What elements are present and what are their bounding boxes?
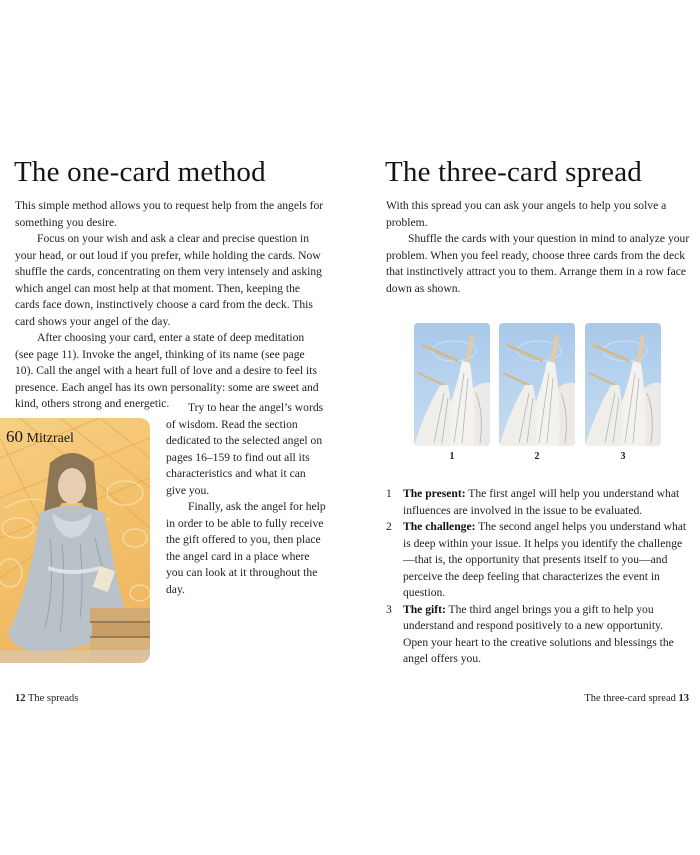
trumpet-angels-illustration <box>499 323 575 446</box>
intro-paragraph: This simple method allows you to request help from the angels for something you desire. <box>15 199 324 229</box>
item-text: The second angel helps you understand what is deep within your issue. It helps you identify the challenge—that is, the opportunity that presents itself to you—and perceive the deep feeling that characterizes the event in question. <box>403 520 687 599</box>
running-head: The three-card spread <box>584 693 676 704</box>
item-number: 3 <box>386 602 392 616</box>
page-footer-right <box>584 693 689 704</box>
list-item <box>386 519 691 602</box>
card-position-label: 2 <box>534 451 540 462</box>
item-heading: The present: <box>403 487 466 500</box>
card-name: Mitzrael <box>26 431 74 446</box>
paragraph: After choosing your card, enter a state of deep meditation (see page 11). Invoke the angel, thinking of its name (see page 10). Call the angel with a heart full of love and a desire to feel its presence. Each angel has its own personality: some are sweet and kind, others strong and energetic. <box>15 331 319 410</box>
item-number: 1 <box>386 487 392 500</box>
card-title <box>6 427 74 447</box>
trumpet-angels-illustration <box>414 323 490 446</box>
page-title: The one-card method <box>14 156 266 188</box>
card-number: 60 <box>6 427 23 446</box>
item-heading: The challenge: <box>403 520 476 533</box>
paragraph: Try to hear the angel’s words of wisdom. Read the section dedicated to the selected angel on pages 16–159 to find out all its characteristics and what it can give you. <box>166 401 324 497</box>
page-number: 12 <box>15 693 26 704</box>
intro-paragraph: With this spread you can ask your angels to help you solve a problem. <box>386 199 667 229</box>
list-item <box>386 486 691 519</box>
spread-card-3 <box>585 323 661 446</box>
paragraph: Shuffle the cards with your question in mind to analyze your problem. When you feel ready, choose three cards from the deck that instinctively attract you to them. Arrange them in a row face down as shown. <box>386 232 690 295</box>
body-text <box>15 198 325 413</box>
card-position-label: 3 <box>620 451 626 462</box>
item-text: The first angel will help you understand what influences are involved in the issue to be evaluated. <box>403 487 680 517</box>
spread-card-1 <box>414 323 490 446</box>
page-title: The three-card spread <box>385 156 642 188</box>
angel-card-mitzrael <box>0 418 150 663</box>
paragraph: Focus on your wish and ask a clear and precise question in your head, or out loud if you prefer, while holding the cards. Now shuffle the cards, concentrating on them very intensely and asking which angel can most help at that moment. Then, keeping the cards face down, instinctively choose a card from the deck. This card shows your angel of the day. <box>15 232 322 328</box>
list-item <box>386 602 691 668</box>
paragraph: Finally, ask the angel for help in order to be able to fully receive the gift offered to you, then place the angel card in a place where you can look at it throughout the day. <box>166 500 326 596</box>
body-text-wrapped <box>166 400 326 598</box>
item-heading: The gift: <box>403 602 446 616</box>
item-number: 2 <box>386 520 392 533</box>
position-list <box>386 486 691 668</box>
page-number: 13 <box>678 693 689 704</box>
card-position-label: 1 <box>449 451 455 462</box>
body-text <box>386 198 696 297</box>
spread-card-2 <box>499 323 575 446</box>
running-head: The spreads <box>27 693 79 704</box>
page-footer-left <box>15 693 78 704</box>
trumpet-angels-illustration <box>585 323 661 446</box>
angel-illustration <box>0 418 150 663</box>
item-text: The third angel brings you a gift to help you understand and respond positively to a new opportunity. Open your heart to the creative solutions and blessings the angel offers you. <box>403 602 674 665</box>
